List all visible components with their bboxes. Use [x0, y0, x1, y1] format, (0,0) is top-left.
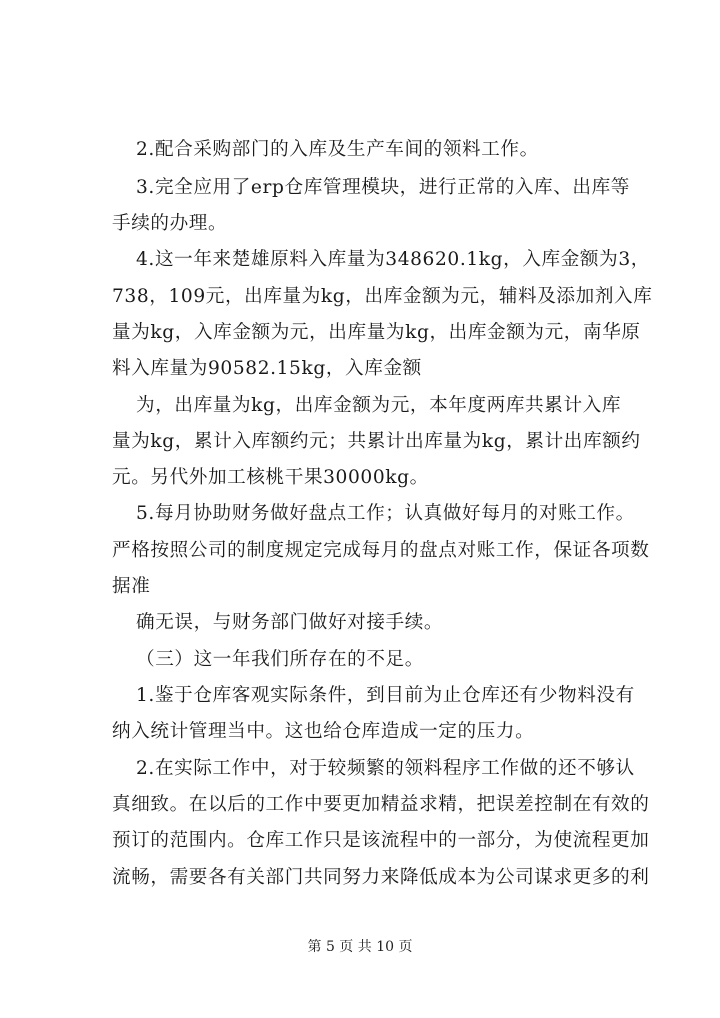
- paragraph-line: 5.每月协助财务做好盘点工作；认真做好每月的对账工作。: [136, 503, 635, 524]
- paragraph-line: 严格按照公司的制度规定完成每月的盘点对账工作，保证各项数: [112, 540, 650, 561]
- section-heading: （三）这一年我们所存在的不足。: [136, 649, 424, 670]
- paragraph-line: 据准: [112, 576, 151, 597]
- paragraph-line: 流畅，需要各有关部门共同努力来降低成本为公司谋求更多的利: [112, 867, 650, 888]
- page-number: 第 5 页 共 10 页: [307, 939, 413, 955]
- paragraph-line: 预订的范围内。仓库工作只是该流程中的一部分，为使流程更加: [112, 830, 650, 851]
- paragraph-line: 量为kg，累计入库额约元；共累计出库量为kg，累计出库额约: [112, 431, 641, 452]
- paragraph-line: 手续的办理。: [112, 213, 228, 234]
- paragraph-line: 真细致。在以后的工作中要更加精益求精，把误差控制在有效的: [112, 794, 650, 815]
- paragraph-line: 4.这一年来楚雄原料入库量为348620.1kg，入库金额为3，: [136, 249, 650, 270]
- paragraph-line: 738，109元，出库量为kg，出库金额为元，辅料及添加剂入库: [112, 286, 653, 307]
- paragraph-line: 1.鉴于仓库客观实际条件，到目前为止仓库还有少物料没有: [136, 685, 635, 706]
- paragraph-line: 纳入统计管理当中。这也给仓库造成一定的压力。: [112, 721, 535, 742]
- paragraph-line: 料入库量为90582.15kg，入库金额: [112, 358, 422, 379]
- paragraph-line: 量为kg，入库金额为元，出库量为kg，出库金额为元，南华原: [112, 322, 641, 343]
- paragraph-line: 确无误，与财务部门做好对接手续。: [136, 612, 444, 633]
- paragraph-line: 为，出库量为kg，出库金额为元，本年度两库共累计入库: [136, 395, 622, 416]
- paragraph-line: 2.配合采购部门的入库及生产车间的领料工作。: [136, 139, 539, 160]
- paragraph-line: 元。另代外加工核桃干果30000kg。: [112, 467, 429, 488]
- paragraph-line: 3.完全应用了erp仓库管理模块，进行正常的入库、出库等: [136, 177, 630, 198]
- paragraph-line: 2.在实际工作中，对于较频繁的领料程序工作做的还不够认: [136, 758, 635, 779]
